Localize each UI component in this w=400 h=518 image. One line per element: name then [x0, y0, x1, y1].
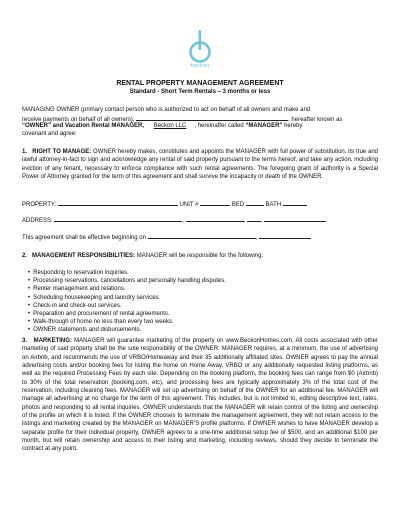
section-2-number: 2. [22, 253, 28, 259]
manager-term: “MANAGER” [245, 123, 283, 129]
section-3-text: MANAGER will guarantee marketing of the property on www.BeckonHomes.com. All costs associated with other marketing of said property shall be the sole responsibility of the OWNER. MANAGER requires, at a minimum, the use of advertising on Airbnb, and recommends the use of VRBO/Homeaway and their 35 additionally affiliated sites. OWNER agrees to pay the annual advertising costs and/or booking fees for listing the home on Home Away, VRBO or any additionally requested listing platforms, as well as the required Processing Fees by each site. Depending on the booking platform, the booking fees can range from $0 (Airbnb) to 30% of the total reservation (booking.com, etc), and processing fees are typically approximately 3% of the total cost of the reservation, including cleaning fees. MANAGER will set up advertising on behalf of the OWNER for an additional fee. MANAGER will manage all advertising at no charge for the term of this agreement. This includes, but is not limited to, editing descriptive text, rates, photos and responding to all rental inquiries. OWNER understands that the MANAGER will retain control of the listing and ownership of the profile on which it is listed. If the OWNER chooses to terminate the management agreement, they will not retain access to the listings and marketing created by the MANAGER on MANAGER’S profile platforms. If OWNER wishes to have MANAGER develop a separate profile for their individual property, OWNER agrees to a one-time additional setup fee of $500, and an additional $100 per month, but will retain ownership and access to their listing and marketing, including reviews, should they decide to terminate the contract at any point. [22, 338, 378, 453]
document-subtitle: Standard - Short Term Rentals – 3 months or less [129, 89, 271, 95]
list-item: • Preparation and procurement of rental agreements. [34, 310, 226, 318]
address-street-blank[interactable] [54, 215, 182, 222]
effective-year-blank[interactable] [259, 232, 311, 239]
effective-date-row: This agreement shall be effective beginning on , [22, 232, 382, 242]
property-label: PROPERTY: [22, 202, 57, 208]
section-1-number: 1. [22, 149, 28, 155]
document-title: RENTAL PROPERTY MANAGEMENT AGREEMENT [116, 80, 284, 87]
address-label: ADDRESS: [22, 218, 53, 224]
intro-line-3 [22, 122, 382, 130]
section-right-to-manage [22, 148, 378, 182]
section-1-heading: RIGHT TO MANAGE: [32, 149, 92, 155]
unit-label: UNIT # [179, 202, 199, 208]
intro-line-2-end: , hereafter known as [288, 117, 343, 123]
list-item: • Scheduling housekeeping and laundry services. [34, 294, 226, 302]
bath-blank[interactable] [283, 199, 307, 206]
property-row [22, 199, 382, 209]
list-item: • Check-in and check-out services. [34, 302, 226, 310]
address-state-blank[interactable] [247, 215, 261, 222]
list-item: • Responding to reservation inquiries. [34, 269, 226, 277]
brand-name: beckon [190, 63, 210, 69]
responsibilities-list [28, 269, 226, 335]
list-item: • Renter management and relations. [34, 285, 226, 293]
intro-line-2-text: receive payments on behalf of all owners), [22, 117, 135, 123]
section-1-text: OWNER hereby makes, constitutes and appoints the MANAGER with full power of substitution, its true and lawful attorney-in-fact to sign and acknowledge any rental of said property pursuant to the terms hereof, and take any action, including eviction of any tenant, necessary to enforce compliance with such rental agreements. The foregoing grant of authority is a Special Power of Attorney granted for the term of this agreement and shall survive the incapacity or death of the OWNER. [22, 149, 378, 181]
list-item: • OWNER statements and disbursements. [34, 326, 226, 334]
intro-line-4: covenant and agree: [22, 131, 77, 137]
managing-owner-blank[interactable] [136, 114, 288, 121]
section-management-responsibilities [22, 252, 382, 260]
intro-line-1: MANAGING OWNER (primary contact person who is authorized to act on behalf of all owners and make and [22, 107, 311, 113]
bath-label: BATH [265, 202, 282, 208]
intro-line-3-end: hereby [284, 123, 303, 129]
owner-term: “OWNER” and Vacation Rental MANAGER, [22, 123, 145, 129]
address-zip-blank[interactable] [264, 215, 326, 222]
section-2-intro: MANAGER will be responsible for the following: [136, 253, 264, 259]
intro-line-3-mid: , hereinafter called [194, 123, 244, 129]
bed-blank[interactable] [246, 199, 264, 206]
section-marketing [22, 337, 378, 454]
unit-blank[interactable] [200, 199, 230, 206]
section-3-heading: MARKETING: [33, 338, 72, 344]
address-city-blank[interactable] [186, 215, 244, 222]
address-row: ADDRESS: , , , [22, 215, 382, 225]
section-3-number: 3. [22, 338, 28, 344]
list-item: • Processing reservations, cancellations and personally handling disputes. [34, 277, 226, 285]
property-blank[interactable] [58, 199, 178, 206]
manager-company: Beckon LLC [153, 123, 187, 129]
bed-label: BED [231, 202, 245, 208]
effective-month-day-blank[interactable] [148, 232, 256, 239]
list-item: • Walk-through of home no less than every two weeks. [34, 318, 226, 326]
section-2-heading: MANAGEMENT RESPONSIBILITIES: [32, 253, 136, 259]
effective-date-text: This agreement shall be effective beginning on [22, 235, 146, 241]
